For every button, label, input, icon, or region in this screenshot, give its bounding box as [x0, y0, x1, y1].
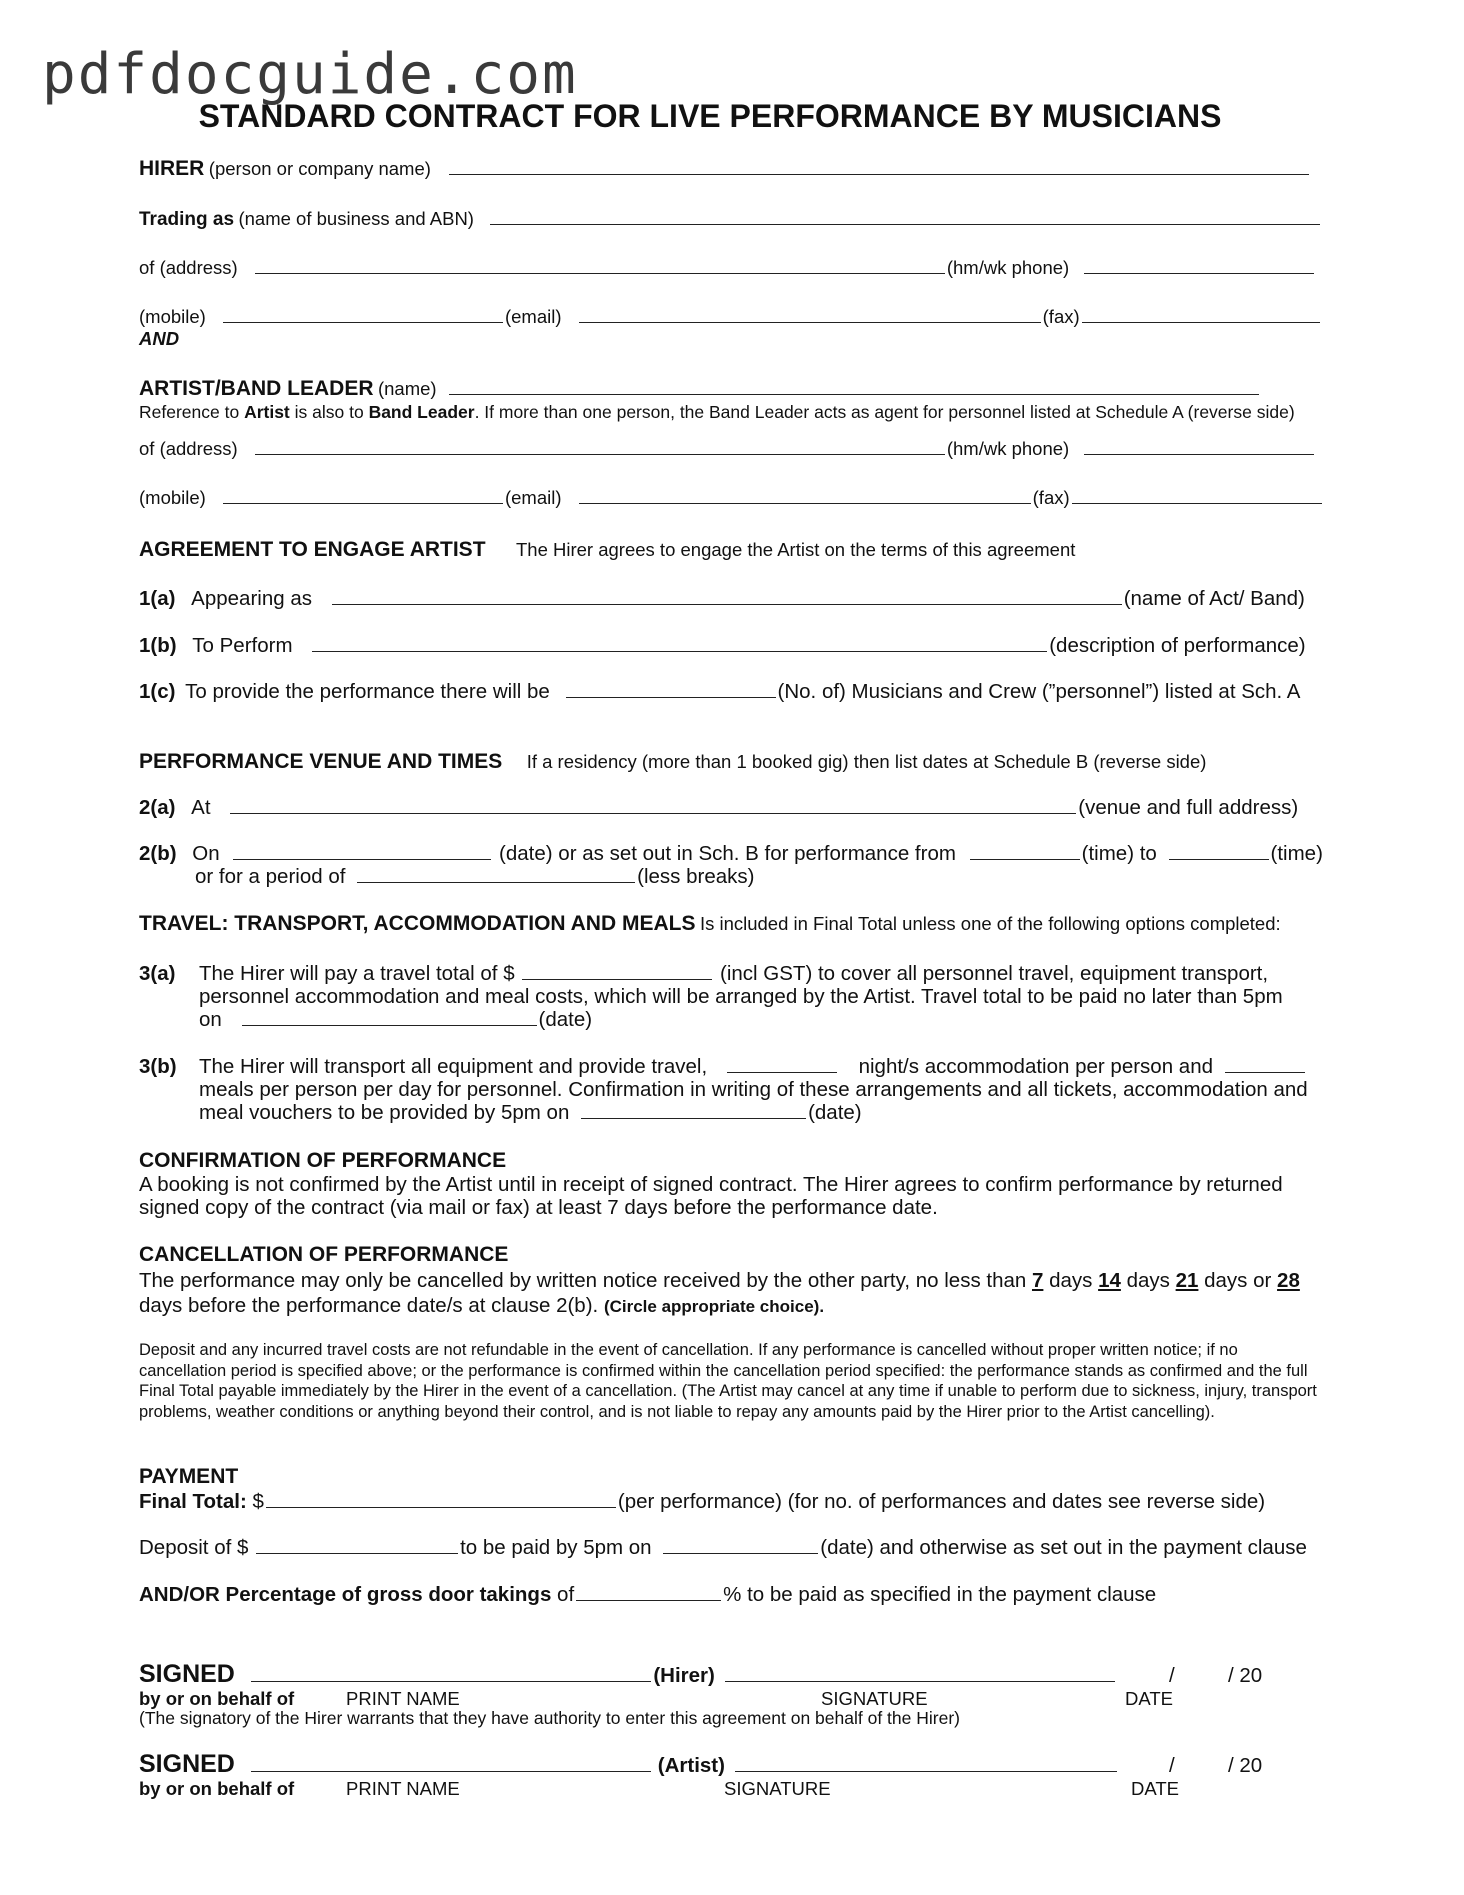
clause-3b-l3a: meal vouchers to be provided by 5pm on [199, 1101, 570, 1124]
clause-3b-l3b: (date) [808, 1101, 862, 1124]
percentage-of: of [551, 1583, 575, 1606]
deposit-amount-field[interactable] [256, 1552, 458, 1554]
hirer-phone-label: (hm/wk phone) [946, 257, 1070, 278]
clause-2b [139, 842, 1323, 866]
percentage-suffix: % to be paid as specified in the payment clause [723, 1583, 1157, 1606]
period-field[interactable] [357, 881, 635, 883]
clause-3a-num: 3(a) [139, 962, 176, 985]
percentage-row [139, 1583, 1156, 1607]
agreement-heading-row [139, 538, 1075, 562]
trading-field[interactable] [490, 223, 1320, 225]
clause-1b-text: To Perform [192, 634, 293, 657]
hirer-label: HIRER [139, 157, 205, 180]
artist-reference [139, 402, 1295, 423]
hirer-date-caption: DATE [1125, 1688, 1173, 1709]
final-total-suffix: (per performance) (for no. of performances and dates see reverse side) [617, 1490, 1266, 1513]
final-total-dollar: $ [252, 1490, 264, 1513]
clause-1a-text: Appearing as [191, 587, 312, 610]
hirer-contact-row [139, 306, 1322, 328]
clause-1c-suffix: (No. of) Musicians and Crew (”personnel”) listed at Sch. A [777, 680, 1301, 703]
and-label: AND [139, 328, 180, 349]
agreement-heading: AGREEMENT TO ENGAGE ARTIST [139, 538, 486, 561]
confirmation-heading: CONFIRMATION OF PERFORMANCE [139, 1149, 507, 1172]
artist-behalf: by or on behalf of [139, 1778, 295, 1799]
cancellation-w2: days [1120, 1269, 1176, 1292]
clause-1c [139, 680, 1300, 704]
start-time-field[interactable] [970, 858, 1080, 860]
option-28-days[interactable]: 28 [1277, 1269, 1300, 1292]
hirer-date-slash1: / [1169, 1664, 1175, 1687]
confirmation-text: A booking is not confirmed by the Artist until in receipt of signed contract. The Hirer agrees to confirm performance by returned signed copy of the contract (via mail or fax) at least 7 days before the performance date. [139, 1173, 1283, 1219]
cancellation-circle-note: (Circle appropriate choice). [603, 1297, 825, 1316]
hirer-mobile-field[interactable] [223, 321, 503, 323]
travel-heading: TRAVEL: TRANSPORT, ACCOMMODATION AND MEALS [139, 912, 696, 935]
artist-name-field[interactable] [449, 393, 1259, 395]
performance-description-field[interactable] [312, 650, 1047, 652]
clause-2a-num: 2(a) [139, 796, 176, 819]
clause-3b-line1 [199, 1055, 1307, 1079]
artist-mobile-label: (mobile) [139, 487, 206, 508]
hirer-date-slash2: / 20 [1228, 1664, 1263, 1687]
clause-3a-l3b: (date) [538, 1008, 593, 1031]
clause-3a-line3 [199, 1008, 592, 1032]
hirer-fax-label: (fax) [1042, 306, 1080, 327]
clause-1b [139, 634, 1306, 658]
act-name-field[interactable] [332, 603, 1122, 605]
signed-hirer-label: SIGNED [139, 1660, 235, 1688]
clause-2b-line2 [195, 865, 754, 889]
artist-contact-row [139, 487, 1324, 509]
clause-2a-text: At [191, 796, 211, 819]
hirer-mobile-label: (mobile) [139, 306, 206, 327]
clause-3a-line1 [199, 962, 1268, 986]
cancellation-w3: days or [1198, 1269, 1278, 1292]
artist-address-label: of (address) [139, 438, 238, 459]
cancellation-small-print: Deposit and any incurred travel costs are not refundable in the event of cancellation. If any performance is cancelled without proper written notice; if no cancellation period is specified above; or the performance is confirmed within the cancellation period specified: the performance stands as confirmed and the full Final Total payable immediately by the Hirer in the event of a cancellation. (The Artist may cancel at any time if unable to perform due to sickness, injury, transport problems, weather conditions or anything beyond their control, and is not liable to repay any amounts paid by the Hirer prior to the Artist cancelling). [139, 1341, 1317, 1421]
hirer-print-name-field[interactable] [251, 1680, 651, 1682]
clause-3b-l1b: night/s accommodation per person and [858, 1055, 1213, 1078]
hirer-behalf: by or on behalf of [139, 1688, 295, 1709]
travel-total-field[interactable] [522, 978, 712, 980]
clause-2b-mid: (date) or as set out in Sch. B for performance from [499, 842, 956, 865]
cancellation-w1: days [1043, 1269, 1099, 1292]
reference-text-c: is also to [289, 402, 369, 422]
artist-address-row [139, 438, 1316, 460]
hirer-signature-field[interactable] [725, 1680, 1115, 1682]
artist-email-field[interactable] [579, 502, 1031, 504]
artist-role: (Artist) [657, 1754, 725, 1777]
final-total-field[interactable] [266, 1506, 616, 1508]
clause-1a [139, 587, 1305, 611]
percentage-label: AND/OR Percentage of gross door takings [139, 1583, 552, 1606]
artist-print-name-field[interactable] [251, 1770, 651, 1772]
artist-date-slash2: / 20 [1228, 1754, 1263, 1777]
clause-3b-num: 3(b) [139, 1055, 177, 1078]
percentage-field[interactable] [576, 1599, 721, 1601]
clause-2b-on: On [192, 842, 220, 865]
deposit-row [139, 1536, 1307, 1560]
signed-hirer-row [139, 1660, 1117, 1689]
hirer-warrant: (The signatory of the Hirer warrants that they have authority to enter this agreement on behalf of the Hirer) [139, 1708, 960, 1728]
cancellation-heading: CANCELLATION OF PERFORMANCE [139, 1243, 509, 1266]
clause-2a-suffix: (venue and full address) [1078, 796, 1299, 819]
travel-note: Is included in Final Total unless one of the following options completed: [699, 913, 1281, 934]
trading-label: Trading as [139, 209, 235, 230]
clause-3a-l1b: (incl GST) to cover all personnel travel, equipment transport, [720, 962, 1269, 985]
clause-1b-suffix: (description of performance) [1049, 634, 1306, 657]
hirer-name-field[interactable] [449, 173, 1309, 175]
cancellation-l2a: days before the performance date/s at clause 2(b). [139, 1294, 604, 1317]
clause-1c-text: To provide the performance there will be [185, 680, 550, 703]
musician-count-field[interactable] [566, 696, 776, 698]
end-time-field[interactable] [1169, 858, 1269, 860]
clause-2b-time2: (time) [1270, 842, 1323, 865]
clause-2b-time1: (time) to [1081, 842, 1157, 865]
artist-mobile-field[interactable] [223, 502, 503, 504]
venue-note: If a residency (more than 1 booked gig) then list dates at Schedule B (reverse side) [526, 751, 1207, 772]
trading-row [139, 208, 1322, 231]
signed-artist-label: SIGNED [139, 1750, 235, 1778]
artist-email-label: (email) [504, 487, 562, 508]
clause-1a-suffix: (name of Act/ Band) [1123, 587, 1305, 610]
watermark: pdfdocguide.com [42, 42, 578, 107]
venue-field[interactable] [230, 812, 1076, 814]
cancellation-line2 [139, 1294, 824, 1318]
hirer-role: (Hirer) [653, 1664, 715, 1687]
nights-field[interactable] [727, 1071, 837, 1073]
artist-label: ARTIST/BAND LEADER [139, 377, 374, 400]
venue-heading: PERFORMANCE VENUE AND TIMES [139, 750, 503, 773]
vouchers-date-field[interactable] [581, 1117, 806, 1119]
final-total-label: Final Total: [139, 1490, 247, 1513]
reference-artist: Artist [244, 402, 290, 422]
clause-2b-num: 2(b) [139, 842, 177, 865]
artist-row [139, 377, 1261, 401]
artist-date-slash1: / [1169, 1754, 1175, 1777]
option-7-days[interactable]: 7 [1031, 1269, 1044, 1292]
clause-3a-line2: personnel accommodation and meal costs, which will be arranged by the Artist. Travel total to be paid no later than 5pm [199, 985, 1283, 1008]
meals-field[interactable] [1225, 1071, 1305, 1073]
clause-3a-l1a: The Hirer will pay a travel total of $ [199, 962, 515, 985]
artist-signature-caption: SIGNATURE [724, 1778, 831, 1799]
clause-3b-line3 [199, 1101, 862, 1125]
clause-2a [139, 796, 1298, 820]
option-21-days[interactable]: 21 [1175, 1269, 1199, 1292]
artist-address-field[interactable] [255, 453, 945, 455]
deposit-due-label: to be paid by 5pm on [460, 1536, 652, 1559]
clause-3b-l1a: The Hirer will transport all equipment and provide travel, [199, 1055, 708, 1078]
clause-1c-num: 1(c) [139, 680, 176, 703]
hirer-address-row [139, 257, 1316, 279]
travel-heading-row [139, 912, 1281, 936]
hirer-phone-field[interactable] [1084, 272, 1314, 274]
deposit-suffix: (date) and otherwise as set out in the payment clause [820, 1536, 1307, 1559]
agreement-note: The Hirer agrees to engage the Artist on the terms of this agreement [515, 539, 1076, 560]
reference-text-e: . If more than one person, the Band Leader acts as agent for personnel listed at Schedule A (reverse side) [474, 402, 1295, 422]
reference-band-leader: Band Leader [368, 402, 475, 422]
clause-2b-breaks: (less breaks) [637, 865, 755, 888]
option-14-days[interactable]: 14 [1098, 1269, 1121, 1292]
hirer-address-label: of (address) [139, 257, 238, 278]
hirer-row [139, 157, 1311, 181]
artist-fax-label: (fax) [1032, 487, 1070, 508]
artist-phone-field[interactable] [1084, 453, 1314, 455]
hirer-signature-caption: SIGNATURE [821, 1688, 928, 1709]
hirer-email-field[interactable] [579, 321, 1041, 323]
trading-note: (name of business and ABN) [238, 208, 474, 229]
final-total-row [139, 1490, 1265, 1514]
clause-3a-l3a: on [199, 1008, 222, 1031]
page-title: STANDARD CONTRACT FOR LIVE PERFORMANCE BY MUSICIANS [198, 98, 1222, 134]
artist-note: (name) [377, 378, 437, 399]
artist-signature-field[interactable] [735, 1770, 1117, 1772]
deposit-label: Deposit of $ [139, 1536, 249, 1559]
clause-3b-line2: meals per person per day for personnel. Confirmation in writing of these arrangements and all tickets, accommodation and [199, 1078, 1308, 1101]
artist-print-name-caption: PRINT NAME [346, 1778, 460, 1799]
cancellation-line1 [139, 1269, 1300, 1293]
venue-heading-row [139, 750, 1206, 774]
clause-1b-num: 1(b) [139, 634, 177, 657]
travel-date-field[interactable] [242, 1024, 537, 1026]
reference-text-a: Reference to [139, 402, 245, 422]
hirer-fax-field[interactable] [1082, 321, 1320, 323]
performance-date-field[interactable] [233, 858, 491, 860]
payment-heading: PAYMENT [139, 1465, 239, 1488]
hirer-address-field[interactable] [255, 272, 945, 274]
hirer-print-name-caption: PRINT NAME [346, 1688, 460, 1709]
clause-1a-num: 1(a) [139, 587, 176, 610]
hirer-note: (person or company name) [208, 158, 431, 179]
artist-date-caption: DATE [1131, 1778, 1179, 1799]
artist-fax-field[interactable] [1072, 502, 1322, 504]
deposit-date-field[interactable] [663, 1552, 818, 1554]
artist-phone-label: (hm/wk phone) [946, 438, 1070, 459]
clause-2b-period: or for a period of [195, 865, 346, 888]
signed-artist-row [139, 1750, 1119, 1779]
hirer-email-label: (email) [504, 306, 562, 327]
cancellation-l1a: The performance may only be cancelled by written notice received by the other party, no less than [139, 1269, 1032, 1292]
